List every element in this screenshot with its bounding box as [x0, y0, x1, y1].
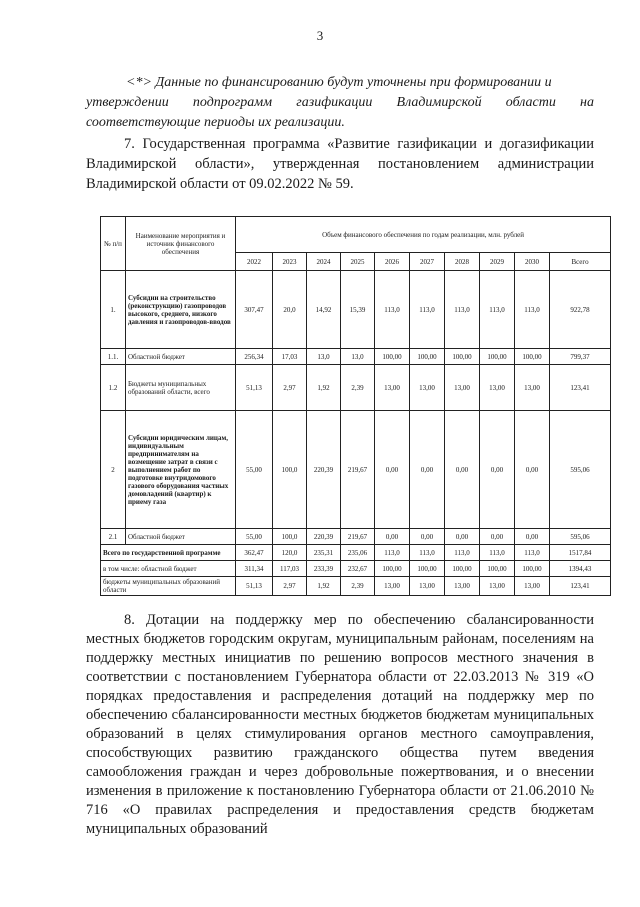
- row-value: 100,00: [375, 349, 410, 365]
- row-number: 2: [101, 411, 126, 529]
- total-value: 2,97: [273, 577, 307, 596]
- total-value: 362,47: [236, 545, 273, 561]
- total-value: 120,0: [273, 545, 307, 561]
- total-value: 311,34: [236, 561, 273, 577]
- row-value: 17,03: [273, 349, 307, 365]
- total-value: 100,00: [410, 561, 445, 577]
- row-value: 0,00: [375, 529, 410, 545]
- row-value: 15,39: [341, 271, 375, 349]
- row-value: 55,00: [236, 411, 273, 529]
- row-value: 13,00: [445, 365, 480, 411]
- row-value: 100,00: [410, 349, 445, 365]
- row-name: Бюджеты муниципальных образований области, всего: [126, 365, 236, 411]
- row-value: 220,39: [307, 529, 341, 545]
- total-row: [101, 577, 611, 596]
- row-value: 14,92: [307, 271, 341, 349]
- row-value: 1,92: [307, 365, 341, 411]
- header-year: 2023: [273, 253, 307, 271]
- row-value: 307,47: [236, 271, 273, 349]
- total-value: 113,0: [410, 545, 445, 561]
- total-value: 113,0: [375, 545, 410, 561]
- total-value: 2,39: [341, 577, 375, 596]
- row-value: 2,39: [341, 365, 375, 411]
- row-value: 13,00: [410, 365, 445, 411]
- header-year: 2024: [307, 253, 341, 271]
- row-value: 0,00: [445, 529, 480, 545]
- row-value: 0,00: [515, 411, 550, 529]
- row-value: 0,00: [445, 411, 480, 529]
- row-name: Областной бюджет: [126, 349, 236, 365]
- row-value: 220,39: [307, 411, 341, 529]
- row-number: 2.1: [101, 529, 126, 545]
- row-value: 2,97: [273, 365, 307, 411]
- header-year: 2022: [236, 253, 273, 271]
- row-value: 113,0: [480, 271, 515, 349]
- row-value: 13,0: [341, 349, 375, 365]
- table-row: [101, 365, 611, 411]
- row-value: 100,0: [273, 411, 307, 529]
- header-year: 2025: [341, 253, 375, 271]
- row-value: 922,78: [550, 271, 611, 349]
- header-year: 2029: [480, 253, 515, 271]
- row-number: 1.1.: [101, 349, 126, 365]
- table-row: [101, 349, 611, 365]
- row-value: 51,13: [236, 365, 273, 411]
- row-value: 595,06: [550, 529, 611, 545]
- row-value: 13,00: [480, 365, 515, 411]
- row-value: 13,0: [307, 349, 341, 365]
- row-value: 13,00: [375, 365, 410, 411]
- row-value: 123,41: [550, 365, 611, 411]
- total-value: 13,00: [480, 577, 515, 596]
- total-value: 100,00: [375, 561, 410, 577]
- total-value: 1,92: [307, 577, 341, 596]
- section-7-heading: 7. Государственная программа «Развитие газификации и догазификации Владимирской области», утвержденная постановлением администрации Владимирской области от 09.02.2022 № 59.: [86, 136, 594, 192]
- row-value: 100,0: [273, 529, 307, 545]
- row-value: 113,0: [445, 271, 480, 349]
- total-value: 1394,43: [550, 561, 611, 577]
- total-value: 100,00: [515, 561, 550, 577]
- header-funding: Объем финансового обеспечения по годам реализации, млн. рублей: [236, 217, 611, 253]
- row-number: 1.2: [101, 365, 126, 411]
- table-row: [101, 271, 611, 349]
- row-value: 219,67: [341, 411, 375, 529]
- total-value: 113,0: [445, 545, 480, 561]
- total-value: 13,00: [515, 577, 550, 596]
- total-value: 235,06: [341, 545, 375, 561]
- header-name: Наименование мероприятия и источник финансового обеспечения: [126, 217, 236, 271]
- row-value: 100,00: [445, 349, 480, 365]
- total-value: 123,41: [550, 577, 611, 596]
- page-number: 3: [316, 28, 324, 43]
- row-value: 595,06: [550, 411, 611, 529]
- footnote-rest: утверждении подпрограмм газификации Владимирской области на соответствующие периоды их реализации.: [86, 95, 594, 130]
- row-value: 55,00: [236, 529, 273, 545]
- total-name: Всего по государственной программе: [101, 545, 236, 561]
- row-value: 0,00: [515, 529, 550, 545]
- row-value: 0,00: [375, 411, 410, 529]
- row-value: 13,00: [515, 365, 550, 411]
- row-value: 0,00: [410, 411, 445, 529]
- financing-table: [100, 216, 611, 596]
- total-value: 235,31: [307, 545, 341, 561]
- total-value: 13,00: [375, 577, 410, 596]
- header-year: 2027: [410, 253, 445, 271]
- total-value: 13,00: [445, 577, 480, 596]
- total-value: 113,0: [480, 545, 515, 561]
- row-name: Субсидии юридическим лицам, индивидуальным предпринимателям на возмещение затрат в связи с выполнением работ по подготовке внутридомового газового оборудования частных домовладений (квартир) к приему газа: [126, 411, 236, 529]
- header-year: 2030: [515, 253, 550, 271]
- row-value: 100,00: [480, 349, 515, 365]
- row-value: 113,0: [375, 271, 410, 349]
- total-row: [101, 561, 611, 577]
- header-year: Всего: [550, 253, 611, 271]
- row-value: 0,00: [480, 529, 515, 545]
- total-value: 233,39: [307, 561, 341, 577]
- row-value: 0,00: [480, 411, 515, 529]
- row-value: 113,0: [515, 271, 550, 349]
- footnote-line1: <*> Данные по финансированию будут уточнены при формировании и: [126, 75, 552, 90]
- total-value: 13,00: [410, 577, 445, 596]
- row-value: 20,0: [273, 271, 307, 349]
- total-value: 117,03: [273, 561, 307, 577]
- table-row: [101, 411, 611, 529]
- total-row: [101, 545, 611, 561]
- section-8-paragraph: 8. Дотации на поддержку мер по обеспечению сбалансированности местных бюджетов городским округам, муниципальным районам, поселениям на поддержку местных инициатив по решению вопросов местного значения в соответствии с постановлением Губернатора области от 22.03.2013 № 319 «О порядках предоставления и распределения дотаций на поддержку мер по обеспечению сбалансированности местных бюджетов бюджетам муниципальных образований в целях стимулирования органов местного самоуправления, способствующих развитию гражданского общества путем введения самообложения граждан и через добровольные пожертвования, и о внесении изменения в приложение к постановлению Губернатора области от 21.06.2010 № 716 «О правилах распределения и предоставления средств бюджетам муниципальных образований: [86, 612, 594, 837]
- total-value: 100,00: [445, 561, 480, 577]
- table-row: [101, 529, 611, 545]
- row-value: 219,67: [341, 529, 375, 545]
- total-value: 51,13: [236, 577, 273, 596]
- total-value: 1517,84: [550, 545, 611, 561]
- total-name: в том числе: областной бюджет: [101, 561, 236, 577]
- total-value: 100,00: [480, 561, 515, 577]
- footnote: [86, 73, 594, 133]
- header-num: № п/п: [101, 217, 126, 271]
- row-number: 1.: [101, 271, 126, 349]
- header-year: 2026: [375, 253, 410, 271]
- row-value: 256,34: [236, 349, 273, 365]
- row-name: Субсидии на строительство (реконструкцию) газопроводов высокого, среднего, низкого давления и газопроводов-вводов: [126, 271, 236, 349]
- row-value: 100,00: [515, 349, 550, 365]
- total-name: бюджеты муниципальных образований области: [101, 577, 236, 596]
- row-name: Областной бюджет: [126, 529, 236, 545]
- total-value: 113,0: [515, 545, 550, 561]
- row-value: 799,37: [550, 349, 611, 365]
- total-value: 232,67: [341, 561, 375, 577]
- row-value: 0,00: [410, 529, 445, 545]
- header-year: 2028: [445, 253, 480, 271]
- row-value: 113,0: [410, 271, 445, 349]
